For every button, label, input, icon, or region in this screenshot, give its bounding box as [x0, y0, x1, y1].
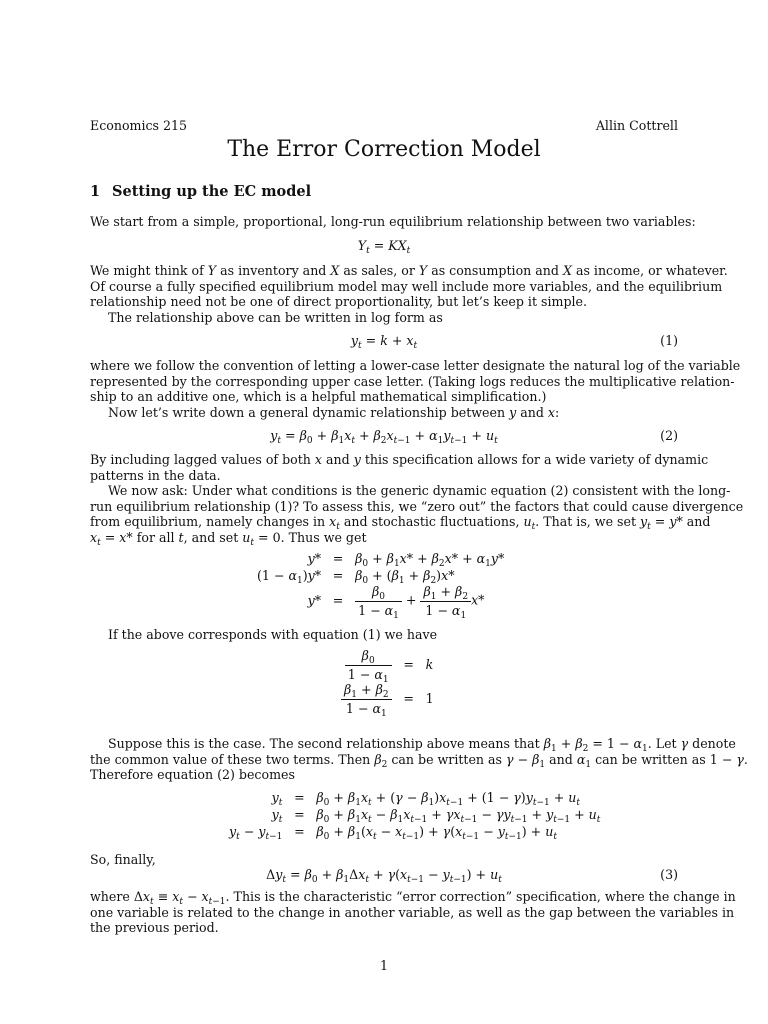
section-number: 1 [90, 183, 101, 200]
equation-equilibrium-system: y* = $\beta_0 + \beta_1x* + \beta_2x* + \alpha_1y*$ $(1 - \alpha_1)y*$ = $\beta_0 + (\beta_1 + \beta_2)x*$ y* = $\frac{\beta_0}{1 - \alpha_1}$ + $\frac{\beta_1 + \beta_2}{1 - \alpha_1}$ x* [257, 550, 505, 621]
paragraph-finally [90, 852, 678, 868]
section-title: Setting up the EC model [112, 183, 312, 200]
paragraph-gamma: Suppose this is the case. The second relationship above means that $\beta_1 + \beta_2 = 1 - \alpha_1$. Let γ denote the common value of these two terms. Then $\beta_2$ can be written as $\gamma - \beta_1$ and $\alpha_1$ can be written as 1 − γ. Therefore equation (2) becomes [90, 736, 748, 783]
paragraph-correspondence: If the above corresponds with equation (1) we have [108, 627, 438, 642]
equation-log-form: $y_t = k + x_t$ [350, 333, 418, 351]
paragraph-text: We start from a simple, proportional, long-run equilibrium relationship between two variables: [90, 214, 696, 229]
equation-proportional: $Y_t = KX_t$ [357, 238, 411, 256]
equation-correspondence: $\frac{\beta_0}{1 - \alpha_1}$ = k $\frac{\beta_1 + \beta_2}{1 - \alpha_1}$ = 1 [336, 648, 439, 716]
paragraph-interpretation: We might think of Y as inventory and X as sales, or Y as consumption and X as income, or whatever. Of course a fully specified equilibrium model may well include more variables, and the equilibrium relationship need not be one of direct proportionality, but let’s keep it simple. The relationship above can be written in log form as [90, 263, 728, 325]
paragraph-ec-specification: where $\Delta x_t \equiv x_t - x_{t-1}$. This is the characteristic “error correction” specification, where the change in one variable is related to the change in another variable, as well as the gap between the variables in the previous period. [90, 889, 736, 936]
header-course: Economics 215 [90, 118, 188, 133]
page-number: 1 [379, 958, 388, 973]
equation-derivation: $y_t$ = $\beta_0 + \beta_1x_t + (\gamma - \beta_1)x_{t-1} + (1 - \gamma)y_{t-1} + u_t$ $y_t$ = $\beta_0 + \beta_1x_t - \beta_1x_{t-1} + \gamma x_{t-1} - \gamma y_{t-1} + y_{t-1} + u_t$ $y_t - y_{t-1}$ = $\beta_0 + \beta_1(x_t - x_{t-1}) + \gamma(x_{t-1} - y_{t-1}) + u_t$ [229, 789, 601, 842]
equation-error-correction: $\Delta y_t = \beta_0 + \beta_1\Delta x_t + \gamma(x_{t-1} - y_{t-1}) + u_t$ [266, 867, 502, 885]
paragraph-text: So, finally, [90, 852, 156, 867]
equation-number-2: (2) [660, 428, 678, 443]
header-author: Allin Cottrell [595, 118, 678, 133]
section-heading [90, 184, 311, 200]
page-title: The Error Correction Model [227, 137, 541, 162]
paragraph-dynamic-patterns: By including lagged values of both x and y this specification allows for a wide variety of dynamic patterns in the data. We now ask: Under what conditions is the generic dynamic equation (2) consistent with the long- run equilibrium relationship (1)? To assess this, we “zero out” the factors that could cause divergence from equilibrium, namely changes in $x_t$ and stochastic fluctuations, $u_t$. That is, we set $y_t = y*$ and $x_t = x*$ for all t, and set $u_t = 0$. Thus we get [90, 452, 744, 548]
document-page [90, 0, 748, 1024]
paragraph-log-convention: where we follow the convention of letting a lower-case letter designate the natural log of the variable represented by the corresponding upper case letter. (Taking logs reduces the multiplicative relation- ship to an additive one, which is a helpful mathematical simplification.) Now let’s write down a general dynamic relationship between y and x: [90, 358, 741, 420]
equation-dynamic: $y_t = \beta_0 + \beta_1x_t + \beta_2x_{t-1} + \alpha_1y_{t-1} + u_t$ [270, 428, 498, 446]
equation-number-1: (1) [660, 333, 678, 348]
paragraph-intro [90, 214, 696, 230]
equation-number-3: (3) [660, 867, 678, 882]
